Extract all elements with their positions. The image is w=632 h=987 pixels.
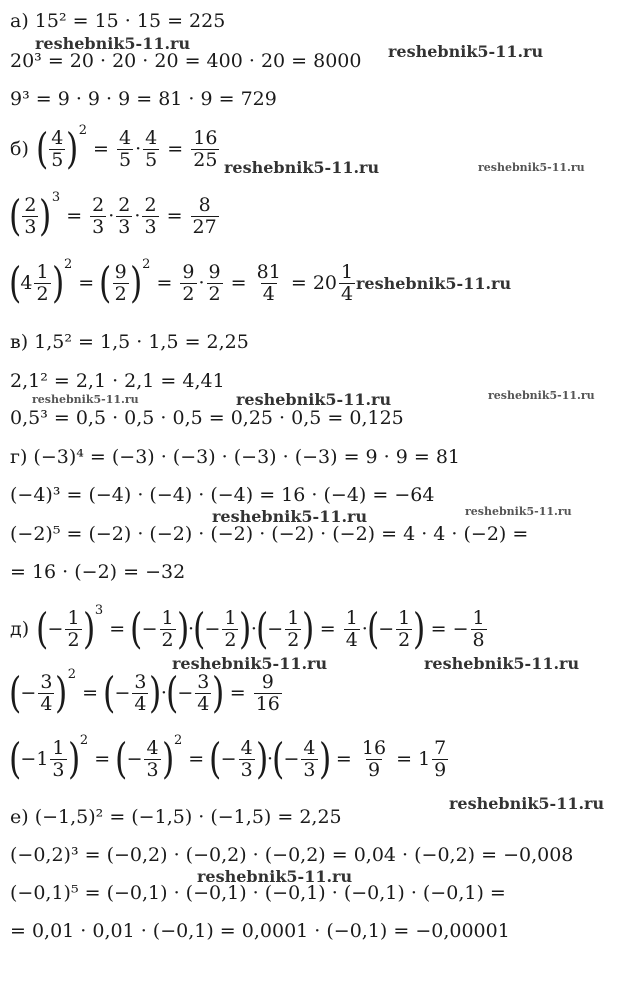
fraction: $\frac{4}{3}$ — [146, 737, 159, 781]
fraction: $\frac{9}{2}$ — [182, 261, 195, 305]
fraction: $\frac{1}{2}$ — [287, 607, 300, 651]
line-a2: 20³ = 20 · 20 · 20 = 400 · 20 = 8000 — [10, 50, 362, 72]
line-a1: а) 15² = 15 · 15 = 225 — [10, 10, 226, 32]
line-v2: 2,1² = 2,1 · 2,1 = 4,41 — [10, 370, 225, 392]
watermark: reshebnik5-11.ru — [197, 867, 353, 886]
fraction: $\frac{2}{3}$ — [24, 194, 37, 238]
fraction: $\frac{2}{3}$ — [118, 194, 131, 238]
fraction: $\frac{9}{16}$ — [255, 671, 280, 715]
fraction: $\frac{4}{3}$ — [303, 737, 316, 781]
fraction: $\frac{2}{3}$ — [92, 194, 105, 238]
line-d1: д) ( − $\frac{1}{2}$ ) 3 = ( − $\frac{1}{2}$ ) · ( − $\frac{1}{2}$ ) · ( − $\frac{1}{2}$ ) = $\frac{1}{4}$ · ( − $\frac{1}{2}$ ) = − $\frac{1}{8}$ — [10, 603, 485, 654]
label-b: б) — [10, 137, 29, 160]
fraction: $\frac{3}{4}$ — [197, 671, 210, 715]
watermark: reshebnik5-11.ru — [224, 158, 380, 177]
fraction: $\frac{4}{5}$ — [145, 127, 158, 171]
watermark: reshebnik5-11.ru — [424, 654, 580, 673]
fraction: $\frac{1}{4}$ — [341, 261, 354, 305]
line-b2: ( $\frac{2}{3}$ ) 3 = $\frac{2}{3}$ · $\frac{2}{3}$ · $\frac{2}{3}$ = $\frac{8}{27}$ — [9, 190, 217, 241]
fraction: $\frac{9}{2}$ — [208, 261, 221, 305]
watermark: reshebnik5-11.ru — [449, 794, 605, 813]
line-v1: в) 1,5² = 1,5 · 1,5 = 2,25 — [10, 331, 249, 353]
watermark: reshebnik5-11.ru — [32, 393, 139, 406]
fraction: $\frac{4}{5}$ — [51, 127, 64, 171]
fraction: $\frac{7}{9}$ — [434, 737, 447, 781]
watermark: reshebnik5-11.ru — [465, 505, 572, 518]
watermark: reshebnik5-11.ru — [488, 389, 595, 402]
fraction: $\frac{2}{3}$ — [144, 194, 157, 238]
fraction: $\frac{81}{4}$ — [256, 261, 281, 305]
line-d2: ( − $\frac{3}{4}$ ) 2 = ( − $\frac{3}{4}$ ) · ( − $\frac{3}{4}$ ) = $\frac{9}{16}$ — [9, 667, 280, 718]
watermark: reshebnik5-11.ru — [172, 654, 328, 673]
fraction: $\frac{1}{3}$ — [52, 737, 65, 781]
fraction: $\frac{4}{3}$ — [240, 737, 253, 781]
line-e4: = 0,01 · 0,01 · (−0,1) = 0,0001 · (−0,1) = −0,00001 — [10, 920, 510, 942]
fraction: $\frac{1}{8}$ — [472, 607, 485, 651]
watermark: reshebnik5-11.ru — [388, 42, 544, 61]
fraction: $\frac{1}{4}$ — [345, 607, 358, 651]
line-v3: 0,5³ = 0,5 · 0,5 · 0,5 = 0,25 · 0,5 = 0,125 — [10, 407, 404, 429]
fraction: $\frac{1}{2}$ — [67, 607, 80, 651]
line-d3: ( − 1 $\frac{1}{3}$ ) 2 = ( − $\frac{4}{3}$ ) 2 = ( − $\frac{4}{3}$ ) · ( − $\frac{4}{3}$ ) = $\frac{16}{9}$ = 1 $\frac{7}{9}$ — [9, 733, 447, 784]
watermark: reshebnik5-11.ru — [478, 161, 585, 174]
line-e2: (−0,2)³ = (−0,2) · (−0,2) · (−0,2) = 0,04 · (−0,2) = −0,008 — [10, 844, 574, 866]
fraction: $\frac{1}{2}$ — [224, 607, 237, 651]
fraction: $\frac{4}{5}$ — [119, 127, 132, 171]
line-g3: (−2)⁵ = (−2) · (−2) · (−2) · (−2) · (−2) = 4 · 4 · (−2) = — [10, 523, 529, 545]
fraction: $\frac{3}{4}$ — [134, 671, 147, 715]
fraction: $\frac{1}{2}$ — [398, 607, 411, 651]
fraction: $\frac{9}{2}$ — [114, 261, 127, 305]
line-e3: (−0,1)⁵ = (−0,1) · (−0,1) · (−0,1) · (−0,1) · (−0,1) = — [10, 882, 506, 904]
line-a3: 9³ = 9 · 9 · 9 = 81 · 9 = 729 — [10, 88, 277, 110]
line-b1: б) ( $\frac{4}{5}$ ) 2 = $\frac{4}{5}$ · $\frac{4}{5}$ = $\frac{16}{25}$ — [10, 123, 218, 174]
line-g2: (−4)³ = (−4) · (−4) · (−4) = 16 · (−4) = −64 — [10, 484, 435, 506]
line-b3: ( 4 $\frac{1}{2}$ ) 2 = ( $\frac{9}{2}$ ) 2 = $\frac{9}{2}$ · $\frac{9}{2}$ = $\frac{81}{4}$ = 20 $\frac{1}{4}$ — [9, 257, 354, 308]
fraction: $\frac{8}{27}$ — [192, 194, 217, 238]
watermark: reshebnik5-11.ru — [212, 507, 368, 526]
fraction: $\frac{16}{9}$ — [361, 737, 387, 781]
fraction: $\frac{16}{25}$ — [193, 127, 218, 171]
line-g1: г) (−3)⁴ = (−3) · (−3) · (−3) · (−3) = 9 · 9 = 81 — [10, 446, 461, 468]
fraction: $\frac{1}{2}$ — [161, 607, 174, 651]
line-e1: е) (−1,5)² = (−1,5) · (−1,5) = 2,25 — [10, 806, 342, 828]
label-d: д) — [10, 617, 30, 640]
watermark: reshebnik5-11.ru — [35, 34, 191, 53]
watermark: reshebnik5-11.ru — [356, 274, 512, 293]
fraction: $\frac{1}{2}$ — [36, 261, 49, 305]
line-g4: = 16 · (−2) = −32 — [10, 561, 186, 583]
fraction: $\frac{3}{4}$ — [40, 671, 53, 715]
watermark: reshebnik5-11.ru — [236, 390, 392, 409]
